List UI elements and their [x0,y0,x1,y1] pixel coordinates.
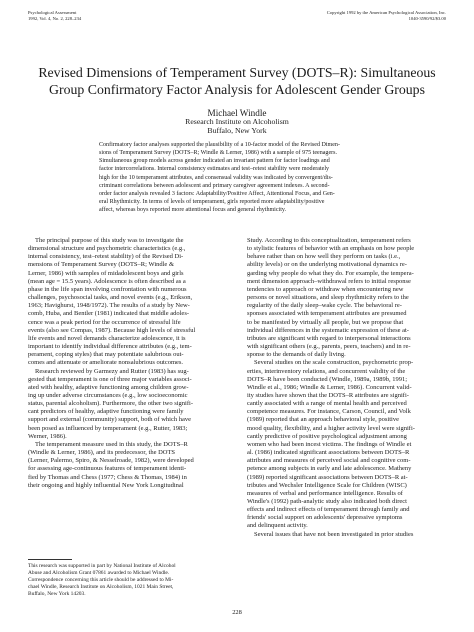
body-text-line: cant predictors of healthy, adaptive functioning were family [28,408,184,416]
abstract-line: sions of Temperament Survey (DOTS–R; Windle & Lerner, 1986) with a sample of 975 teenagers. [99,150,338,157]
body-text-line: friends' social support on adolescents' depressive symptoms [247,514,403,522]
page-number: 228 [232,609,242,616]
abstract-line: eral Rhythmicity. In terms of levels of temperament, girls reported more adaptability/positive [99,199,325,206]
body-text-line: perament, coping styles) that may potentiate salubrious out- [28,351,184,359]
body-text-line: competence measures. For instance, Carson, Council, and Volk [247,408,411,416]
footnote-line: Correspondence concerning this article should be addressed to Mi- [28,576,174,583]
body-text-line: ity studies have shown that the DOTS–R attributes are signifi- [247,391,409,399]
body-text-line: to stylistic features of behavior with an emphasis on how people [247,245,415,253]
article-title [20,64,454,98]
abstract-line: Confirmatory factor analyses supported the plausibility of a 10-factor model of the Revised Dimen- [99,142,340,148]
footnote-line: Buffalo, New York 14203. [28,590,86,597]
abstract [99,141,391,214]
body-text-line: sponse to the demands of daily living. [247,351,346,359]
abstract-line: factor intercorrelations. Internal consistency estimates and test–retest stability were moderately [99,166,330,173]
body-text-line: 1963; Havighurst, 1948/1972). The results of a study by New- [28,302,190,310]
right-column [247,237,447,539]
body-text-line: cantly associated with a range of mental health and perceived [247,400,407,408]
copyright-line: Copyright 1992 by the American Psychological Association, Inc. [326,10,446,15]
body-text-line: ment dimension approach–withdrawal refers to initial response [247,277,411,285]
body-text-line: dimensional structure and psychometric characteristics (e.g., [28,245,186,253]
body-text-line: Research reviewed by Garmezy and Rutter (1983) has sug- [35,367,189,375]
body-text-line: cence was a peak period for the occurrence of stressful life [28,318,181,326]
body-text-line: and delinquent activity. [247,522,308,530]
body-text-line: Windle's (1992) path-analytic study also indicated both direct [247,498,407,505]
body-text-line: comb, Huba, and Bentler (1981) indicated that middle adoles- [28,310,190,318]
journal-volume: 1992, Vol. 4, No. 2, 228–234 [28,15,82,21]
journal-citation [28,10,81,21]
body-text-line: fied by Thomas and Chess (1977; Chess & Thomas, 1984) in [28,473,187,481]
copyright-notice [327,10,446,21]
body-text-line: ing up under adverse circumstances (e.g., low socioeconomic [28,391,188,399]
body-text-line: effects and indirect effects of temperament through family and [247,506,410,514]
body-text-line: regularity of the daily sleep–wake cycle. The behavioral re- [247,302,402,310]
body-text-line: tendencies to approach or withdraw when encountering new [247,285,404,293]
body-text-line: challenges, psychosocial tasks, and novel events (e.g., Erikson, [28,294,193,302]
body-text-line: for assessing age-continuous features of temperament identi- [28,465,187,473]
footnote-line: This research was supported in part by National Institute of Alcohol [28,563,176,569]
body-text-line: The temperament measure used in this study, the DOTS–R [35,440,188,448]
body-text-line: with significant others (e.g., parents, peers, teachers) and in re- [247,343,411,351]
body-text-line: Several issues that have not been investigated in prior studies [254,530,414,538]
body-text-line: (Windle & Lerner, 1986), and its predecessor, the DOTS [28,449,176,457]
body-text-line: tributes and Wechsler Intelligence Scale for Children (WISC) [247,481,407,489]
body-text-line: been posed as influenced by temperament (e.g., Rutter, 1983; [28,424,188,432]
body-text-line: Lerner, 1986) with samples of midadolescent boys and girls [28,269,184,277]
body-text-line: mensions of Temperament Survey (DOTS–R; Windle & [28,261,174,269]
footnotes [28,563,226,598]
body-text-line: Werner, 1986). [28,432,67,440]
body-text-line: ated with healthy, adaptive functioning among children grow- [28,383,189,391]
title-line: Group Confirmatory Factor Analysis for Adolescent Gender Groups [49,82,425,97]
body-text-line: Several studies on the scale construction, psychometric prop- [254,359,414,367]
body-text-line: petence among subjects in early and late adolescence. Matheny [247,465,412,473]
body-text-line: support and external (community) support, both of which have [28,416,192,424]
body-text-line: Windle et al., 1986; Windle & Lerner, 1986). Concurrent valid- [247,383,412,391]
body-text-line: their ongoing and highly influential New York Longitudinal [28,481,184,489]
author-block [0,108,474,135]
body-text-line: (1989) reported that an approach behavioral style, positive [247,416,399,424]
body-text-line: to be manifested by virtually all people, but we propose that [247,318,404,326]
body-text-line: behave rather than on how well they perform on tasks (i.e., [247,253,401,261]
body-text-line: garding why people do what they do. For example, the tempera- [247,269,414,277]
body-text-line: mood quality, flexibility, and a higher activity level were signifi- [247,424,415,432]
body-text-line: gested that temperament is one of three major variables associ- [28,375,192,383]
author-name: Michael Windle [207,108,267,118]
body-text-line: (Lerner, Palermo, Spiro, & Nesselroade, 1982), were developed [28,457,194,465]
body-text-line: erties, interinventory relations, and concurrent validity of the [247,367,406,375]
author-affiliation: Research Institute on Alcoholism [185,117,289,126]
body-text-line: The principal purpose of this study was to investigate the [35,237,184,244]
body-text-line: life events and novel demands characterize adolescence, it is [28,334,186,342]
body-text-line: important to identify individual difference attributes (e.g., tem- [28,343,192,351]
body-text-line: attributes and measures of perceived social and cognitive com- [247,457,411,465]
abstract-line: affect, whereas boys reported more attentional focus and general rhythmicity. [99,207,287,214]
footnote-line: Abuse and Alcoholism Grant 07861 awarded to Michael Windle. [28,569,170,576]
body-text-line: internal consistency, test–retest stability) of the Revised Di- [28,253,184,261]
body-text-line: DOTS–R have been conducted (Windle, 1989a, 1989b, 1991; [247,375,408,383]
abstract-line: high for the 10 temperament attributes, and consensual validity was indicated by convergent/dis- [99,174,333,181]
body-text-line: measures of verbal and performance intelligence. Results of [247,489,403,497]
abstract-line: criminant correlations between adolescent and primary caregiver agreement indexes. A second- [99,182,330,189]
footnote-line: chael Windle, Research Institute on Alcoholism, 1021 Main Street, [28,583,174,590]
body-text-line: comes and attenuate or ameliorate nonsalubrious outcomes. [28,359,184,367]
journal-name: Psychological Assessment [28,10,77,15]
footnote-divider [28,559,72,560]
body-text-line: (mean age = 15.5 years). Adolescence is often described as a [28,277,186,285]
body-text-line: phase in the life span involving confrontation with numerous [28,285,187,293]
body-text-line: status, parental alcoholism). Furthermore, the other two signifi- [28,400,193,408]
body-text-line: al. (1986) indicated significant associations between DOTS–R [247,449,410,457]
body-text-line: women who had been incest victims. The findings of Windle et [247,440,412,448]
issn-line: 1040-3590/92/$3.00 [408,15,446,21]
body-text-line: events (also see Compas, 1987). Because high levels of stressful [28,326,196,334]
body-text-line: sponses associated with temperament attributes are presumed [247,310,407,318]
body-text-line: cantly predictive of positive psychological adjustment among [247,432,407,440]
body-text-line: Study. According to this conceptualization, temperament refers [247,237,411,244]
title-line: Revised Dimensions of Temperament Survey (DOTS–R): Simultaneous [38,65,436,80]
body-text-line: persons or novel situations, and sleep rhythmicity refers to the [247,294,409,302]
body-text-line: ability levels) or on the underlying motivational dynamics re- [247,261,407,269]
left-column [28,237,226,490]
body-text-line: (1989) reported significant associations between DOTS–R at- [247,473,408,481]
author-location: Buffalo, New York [207,125,267,135]
abstract-line: order factor analysis revealed 3 factors: Adaptability/Positive Affect, Attentional Focus, and Gen- [99,190,335,197]
abstract-line: Simultaneous group models across gender indicated an invariant pattern for factor loadings and [99,158,330,165]
body-text-line: individual differences in the systematic expression of these at- [247,326,409,334]
body-text-line: tributes are significant with regard to interpersonal interactions [247,334,411,342]
